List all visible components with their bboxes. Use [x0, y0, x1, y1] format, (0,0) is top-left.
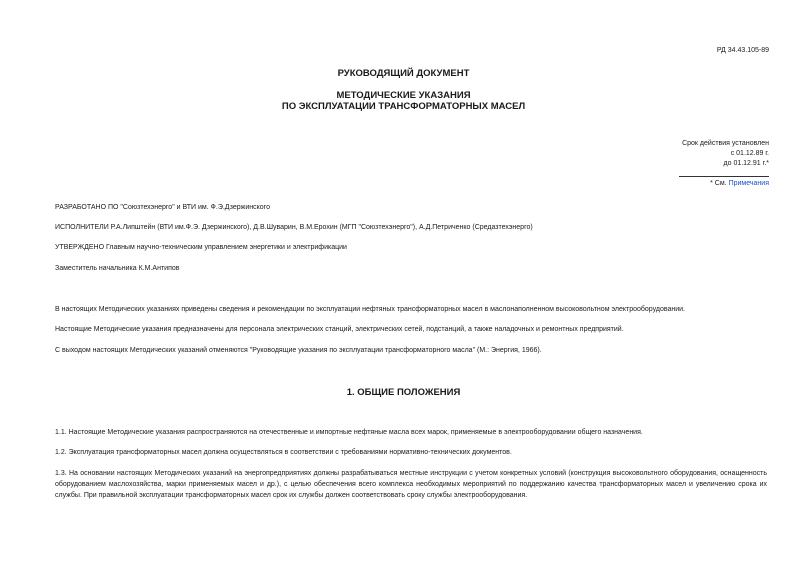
footnote-divider	[679, 176, 769, 177]
footnote	[710, 180, 769, 187]
document-code: РД 34.43.105-89	[716, 47, 769, 54]
validity-line-2: с 01.12.89 г.	[730, 150, 769, 157]
document-title-line-2: ПО ЭКСПЛУАТАЦИИ ТРАНСФОРМАТОРНЫХ МАСЕЛ	[281, 101, 526, 112]
section-heading: 1. ОБЩИЕ ПОЛОЖЕНИЯ	[346, 387, 461, 398]
document-type-heading: РУКОВОДЯЩИЙ ДОКУМЕНТ	[337, 68, 470, 79]
clause-1-3: 1.3. На основании настоящих Методических указаний на энергопредприятиях должны разрабатываться местные инструкции с учетом конкретных условий (конструкция высоковольтного оборудования, оснащенность оборудованием маслохозяйства, марки применяемых масел и др.), с целью обеспечения всего комплекса необходимых мероприятий по поддержанию качества трансформаторных масел и увеличению срока их службы. При правильной эксплуатации трансформаторных масел срок их службы должен соответствовать сроку службы электрооборудования.	[55, 470, 767, 499]
document-title-line-1: МЕТОДИЧЕСКИЕ УКАЗАНИЯ	[336, 90, 471, 101]
intro-paragraph-3: С выходом настоящих Методических указаний отменяются "Руководящие указания по эксплуатации трансформаторного масла" (М.: Энергия, 1966).	[55, 347, 542, 354]
intro-paragraph-1: В настоящих Методических указаниях приведены сведения и рекомендации по эксплуатации нефтяных трансформаторных масел в маслонаполненном высоковольтном электрооборудовании.	[55, 306, 685, 313]
intro-paragraph-2: Настоящие Методические указания предназначены для персонала электрических станций, электрических сетей, подстанций, а также наладочных и ремонтных предприятий.	[55, 326, 624, 333]
clause-1-2: 1.2. Эксплуатация трансформаторных масел должна осуществляться в соответствии с требованиями нормативно-технических документов.	[55, 449, 512, 456]
developed-by-line: РАЗРАБОТАНО ПО "Союзтехэнерго" и ВТИ им. Ф.Э.Дзержинского	[55, 204, 270, 211]
performers-line: ИСПОЛНИТЕЛИ Р.А.Липштейн (ВТИ им.Ф.Э. Дзержинского), Д.В.Шуварин, В.М.Ерохин (МГП "Союзтехэнерго"), А.Д.Петриченко (Средазтехэнерго)	[55, 224, 533, 231]
approved-by-line: УТВЕРЖДЕНО Главным научно-техническим управлением энергетики и электрификации	[55, 244, 347, 251]
clause-1-1: 1.1. Настоящие Методические указания распространяются на отечественные и импортные нефтяные масла всех марок, применяемые в электрооборудовании общего назначения.	[55, 429, 643, 436]
validity-line-3: до 01.12.91 г.*	[723, 160, 769, 167]
validity-block	[682, 139, 769, 169]
deputy-chief-line: Заместитель начальника К.М.Антипов	[55, 265, 180, 272]
notes-link[interactable]: Примечания	[728, 180, 769, 187]
validity-line-1: Срок действия установлен	[682, 140, 769, 147]
footnote-prefix: * См.	[710, 180, 729, 187]
